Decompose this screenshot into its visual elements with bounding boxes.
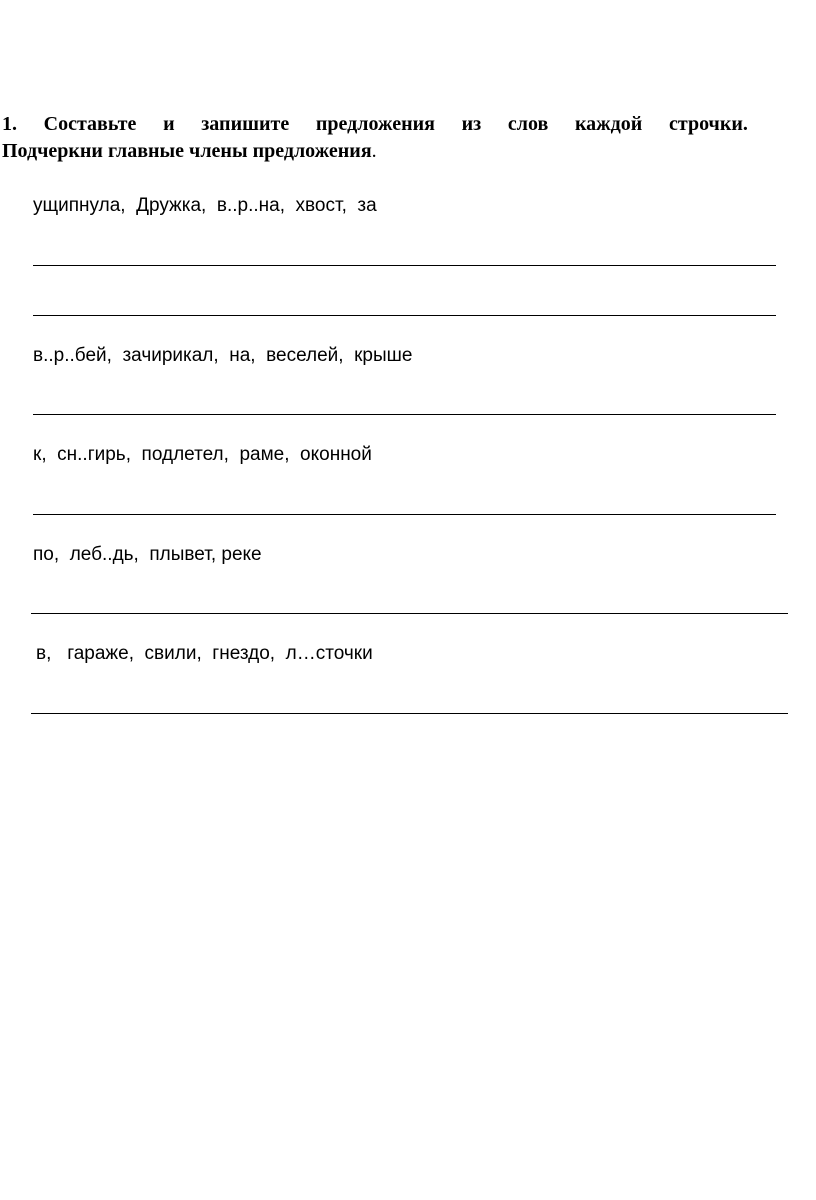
task-word: каждой: [574, 113, 643, 135]
task-word: предложения: [315, 113, 435, 135]
task-instruction-line-1: [2, 111, 748, 138]
answer-line[interactable]: [33, 414, 776, 415]
answer-line[interactable]: [33, 514, 776, 515]
exercise-words-4: по, леб..дь, плывет, реке: [33, 544, 262, 565]
task-instruction: [2, 111, 748, 165]
exercise-words-5: в, гараже, свили, гнездо, л…сточки: [36, 643, 373, 664]
task-instruction-text: Подчеркни главные члены предложения: [2, 140, 372, 162]
task-word: слов: [507, 113, 549, 135]
task-instruction-period: .: [371, 140, 377, 162]
task-word: Составьте: [43, 113, 137, 135]
answer-line[interactable]: [31, 613, 788, 614]
task-word: из: [461, 113, 482, 135]
exercise-words-2: в..р..бей, зачирикал, на, веселей, крыше: [33, 345, 413, 366]
answer-line[interactable]: [33, 315, 776, 316]
task-number: 1.: [2, 113, 17, 135]
task-instruction-line-2: [2, 138, 748, 165]
answer-line[interactable]: [33, 265, 776, 266]
answer-line[interactable]: [31, 713, 788, 714]
exercise-words-1: ущипнула, Дружка, в..р..на, хвост, за: [33, 195, 377, 216]
exercise-words-3: к, сн..гирь, подлетел, раме, оконной: [33, 444, 372, 465]
task-word: запишите: [201, 113, 290, 135]
task-word: и: [163, 113, 175, 135]
task-word: строчки.: [669, 113, 748, 135]
